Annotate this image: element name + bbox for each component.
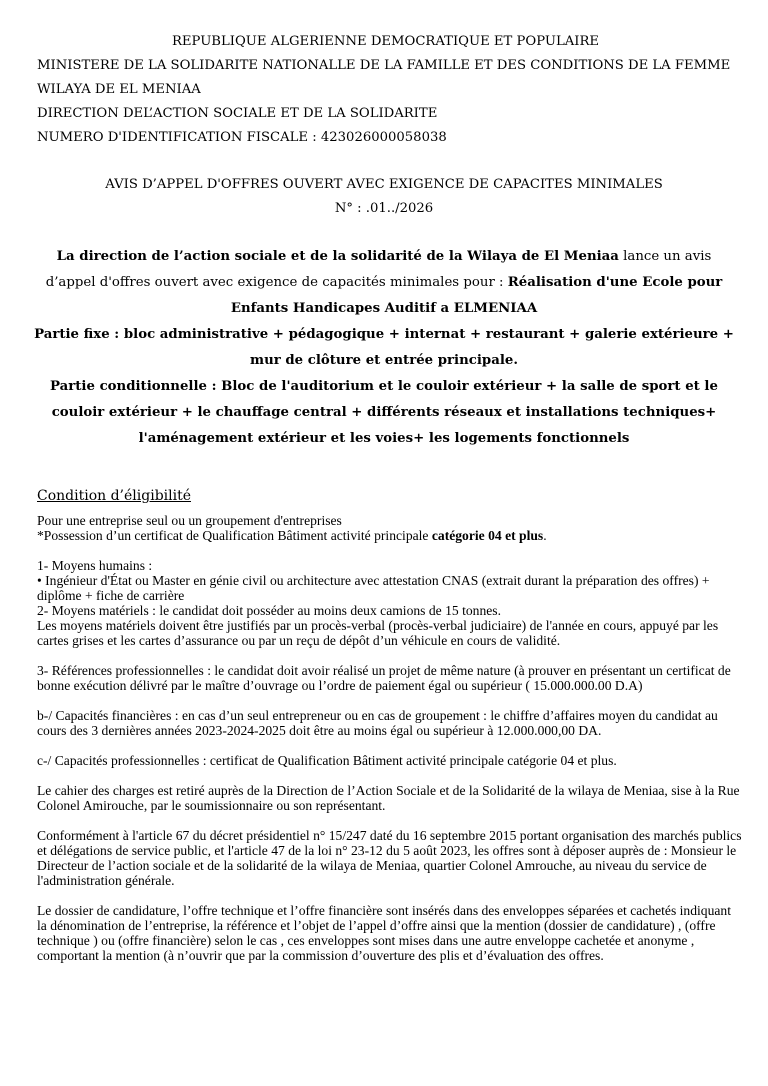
- intro-paragraph: [34, 244, 734, 452]
- material-means-text: Les moyens matériels doivent être justifiés par un procès-verbal (procès-verbal judiciaire) de l'année en cours, appuyé par les cartes grises et les cartes d’assurance ou par un reçu de dépôt d’un véhicule en cours de validité.: [37, 618, 719, 648]
- category-text: catégorie 04 et plus: [431, 528, 544, 543]
- intro-authority: La direction de l’action sociale et de la solidarité de la Wilaya de El Meniaa: [56, 249, 619, 264]
- certificate-end: .: [543, 528, 547, 543]
- ministry-heading: MINISTERE DE LA SOLIDARITE NATIONALLE DE LA FAMILLE ET DES CONDITIONS DE LA FEMME: [37, 58, 731, 73]
- fiscal-id: NUMERO D'IDENTIFICATION FISCALE : 423026000058038: [37, 130, 447, 145]
- project-title: Réalisation d'une Ecole pour Enfants Handicapes Auditif a ELMENIAA: [230, 275, 723, 316]
- republic-heading: REPUBLIQUE ALGERIENNE DEMOCRATIQUE ET POPULAIRE: [172, 34, 600, 49]
- professional-references: 3- Références professionnelles : le candidat doit avoir réalisé un projet de même nature (à prouver en présentant un certificat de bonne exécution délivré par le maître d’ouvrage ou l’ordre de paiement égal ou supérieur ( 15.000.000.00 D.A): [37, 663, 731, 693]
- conditional-part: Partie conditionnelle : Bloc de l'auditorium et le couloir extérieur + la salle de sport et le couloir extérieur + le chauffage central + différents réseaux et installations techniques+ l'aménagement extérieur et les voies+ les logements fonctionnels: [50, 379, 718, 446]
- eligibility-title: Condition d’éligibilité: [37, 488, 191, 504]
- material-means-title: 2- Moyens matériels : le candidat doit posséder au moins deux camions de 15 tonnes.: [37, 603, 501, 618]
- direction-heading: DIRECTION DEL’ACTION SOCIALE ET DE LA SOLIDARITE: [37, 106, 438, 121]
- eligibility-body: [37, 513, 743, 963]
- fixed-part: Partie fixe : bloc administrative + pédagogique + internat + restaurant + galerie extérieure + mur de clôture et entrée principale.: [34, 327, 734, 368]
- human-means-item: • Ingénieur d'État ou Master en génie civil ou architecture avec attestation CNAS (extrait durant la préparation des offres) + diplôme + fiche de carrière: [37, 573, 710, 603]
- eligibility-line-1: Pour une entreprise seul ou un groupement d'entreprises: [37, 513, 342, 528]
- intro-announcement: lance un avis d’appel d'offres ouvert avec exigence de capacités minimales pour :: [45, 249, 712, 290]
- intro-summary: [34, 244, 734, 322]
- specifications-withdrawal: Le cahier des charges est retiré auprès de la Direction de l’Action Sociale et de la Solidarité de la wilaya de Meniaa, sise à la Rue Colonel Amirouche, par le soumissionnaire ou son représentant.: [37, 783, 740, 813]
- submission-conditions: Conformément à l'article 67 du décret présidentiel n° 15/247 daté du 16 septembre 2015 portant organisation des marchés publics et délégations de service public, et l'article 47 de la loi n° 23-12 du 5 août 2023, les offres sont à déposer auprès de : Monsieur le Directeur de l’action sociale et de la solidarité de la wilaya de Meniaa, quartier Colonel Amrouche, au niveau du service de l'administration générale.: [37, 828, 742, 888]
- notice-title: AVIS D’APPEL D'OFFRES OUVERT AVEC EXIGENCE DE CAPACITES MINIMALES: [105, 177, 663, 192]
- envelope-instructions: Le dossier de candidature, l’offre technique et l’offre financière sont insérés dans des enveloppes séparées et cachetés indiquant la dénomination de l’entreprise, la référence et l’objet de l’appel d’offre ainsi que la mention (dossier de candidature) , (offre technique ) ou (offre financière) selon le cas , ces enveloppes sont mises dans une autre enveloppe cachetée et anonyme , comportant la mention (à n’ouvrir que par la commission d’ouverture des plis et d’évaluation des offres.: [37, 903, 732, 963]
- wilaya-heading: WILAYA DE EL MENIAA: [37, 82, 201, 97]
- human-means-title: 1- Moyens humains :: [37, 558, 153, 573]
- notice-number: N° : .01../2026: [334, 201, 434, 216]
- certificate-text: *Possession d’un certificat de Qualification Bâtiment activité principale: [37, 528, 432, 543]
- professional-capacities: c-/ Capacités professionnelles : certificat de Qualification Bâtiment activité principale catégorie 04 et plus.: [37, 753, 617, 768]
- eligibility-line-2: [37, 528, 743, 543]
- financial-capacities: b-/ Capacités financières : en cas d’un seul entrepreneur ou en cas de groupement : le chiffre d’affaires moyen du candidat au cours des 3 dernières années 2023-2024-2025 doit être au moins égal ou supérieur à 12.000.000,00 DA.: [37, 708, 718, 738]
